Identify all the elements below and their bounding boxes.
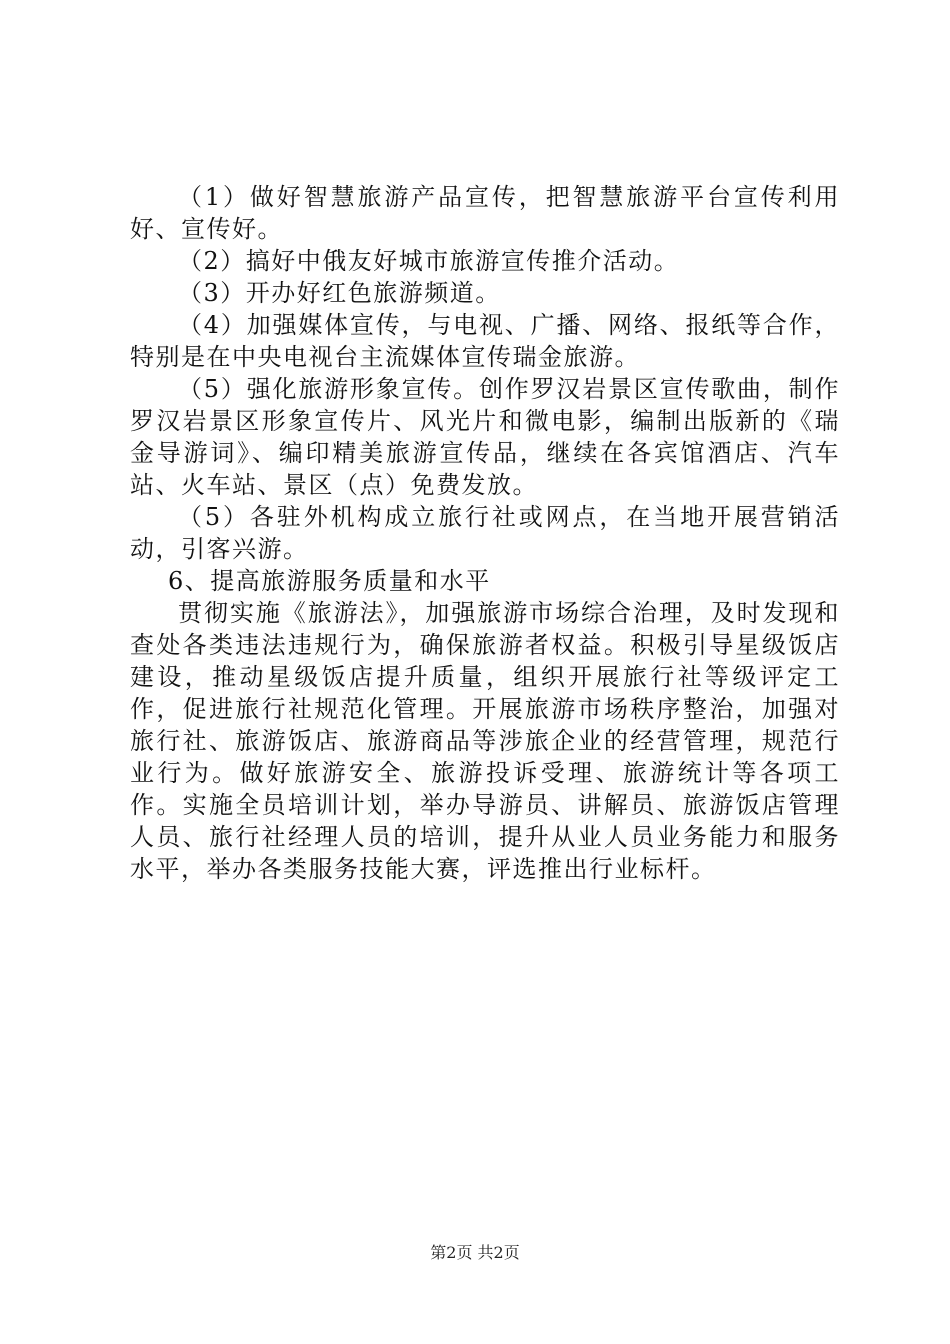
paragraph-service-quality: 贯彻实施《旅游法》，加强旅游市场综合治理，及时发现和查处各类违法违规行为，确保旅游者权益。积极引导星级饭店建设，推动星级饭店提升质量，组织开展旅行社等级评定工作，促进旅行社规范化管理。开展旅游市场秩序整治，加强对旅行社、旅游饭店、旅游商品等涉旅企业的经营管理，规范行业行为。做好旅游安全、旅游投诉受理、旅游统计等各项工作。实施全员培训计划，举办导游员、讲解员、旅游饭店管理人员、旅行社经理人员的培训，提升从业人员业务能力和服务水平，举办各类服务技能大赛，评选推出行业标杆。: [130, 599, 840, 883]
document-body: [130, 181, 840, 885]
paragraph-media-promotion: （4）加强媒体宣传，与电视、广播、网络、报纸等合作，特别是在中央电视台主流媒体宣传瑞金旅游。: [130, 311, 840, 371]
section-heading: 6、提高旅游服务质量和水平: [168, 567, 491, 595]
paragraph-image-promotion: （5）强化旅游形象宣传。创作罗汉岩景区宣传歌曲，制作罗汉岩景区形象宣传片、风光片和微电影，编制出版新的《瑞金导游词》、编印精美旅游宣传品，继续在各宾馆酒店、汽车站、火车站、景区（点）免费发放。: [130, 375, 840, 499]
paragraph-sino-russian-promotion: （2）搞好中俄友好城市旅游宣传推介活动。: [178, 247, 680, 275]
paragraph-red-tourism-channel: （3）开办好红色旅游频道。: [178, 279, 501, 307]
paragraph-smart-tourism: （1）做好智慧旅游产品宣传，把智慧旅游平台宣传利用好、宣传好。: [130, 183, 840, 243]
paragraph-overseas-agencies: （5）各驻外机构成立旅行社或网点，在当地开展营销活动，引客兴游。: [130, 503, 840, 563]
page-number-footer: 第2页 共2页: [430, 1243, 520, 1262]
